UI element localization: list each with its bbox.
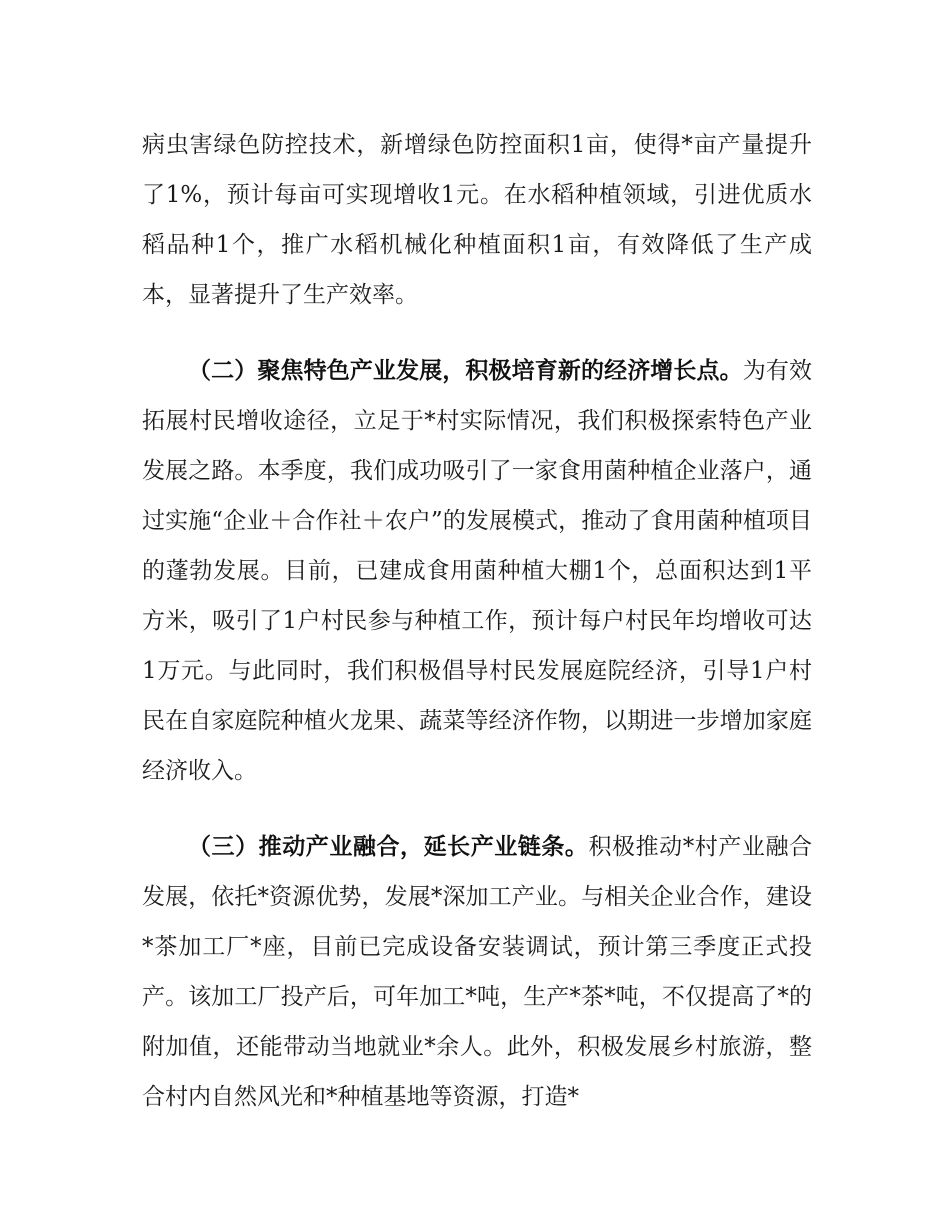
paragraph-body: 积极推动*村产业融合发展，依托*资源优势，发展*深加工产业。与相关企业合作，建设*茶加工厂*座，目前已完成设备安装调试，预计第三季度正式投产。该加工厂投产后，可年加工*吨，生产*茶*吨，不仅提高了*的附加值，还能带动当地就业*余人。此外，积极发展乡村旅游，整合村内自然风光和*种植基地等资源，打造* bbox=[142, 834, 813, 1110]
paragraph-section-2 bbox=[142, 346, 812, 796]
paragraph-continuation bbox=[142, 120, 812, 320]
paragraph-section-3 bbox=[142, 822, 812, 1122]
document-body bbox=[142, 120, 812, 1122]
paragraph-body: 病虫害绿色防控技术，新增绿色防控面积1亩，使得*亩产量提升了1%，预计每亩可实现增收1元。在水稻种植领域，引进优质水稻品种1个，推广水稻机械化种植面积1亩，有效降低了生产成本，显著提升了生产效率。 bbox=[142, 132, 812, 308]
paragraph-body: 为有效拓展村民增收途径，立足于*村实际情况，我们积极探索特色产业发展之路。本季度，我们成功吸引了一家食用菌种植企业落户，通过实施“企业＋合作社＋农户”的发展模式，推动了食用菌种植项目的蓬勃发展。目前，已建成食用菌种植大棚1个，总面积达到1平方米，吸引了1户村民参与种植工作，预计每户村民年均增收可达1万元。与此同时，我们积极倡导村民发展庭院经济，引导1户村民在自家庭院种植火龙果、蔬菜等经济作物，以期进一步增加家庭经济收入。 bbox=[142, 358, 813, 784]
section-heading: （三）推动产业融合，延长产业链条。 bbox=[188, 834, 589, 860]
section-heading: （二）聚焦特色产业发展，积极培育新的经济增长点。 bbox=[188, 358, 743, 384]
